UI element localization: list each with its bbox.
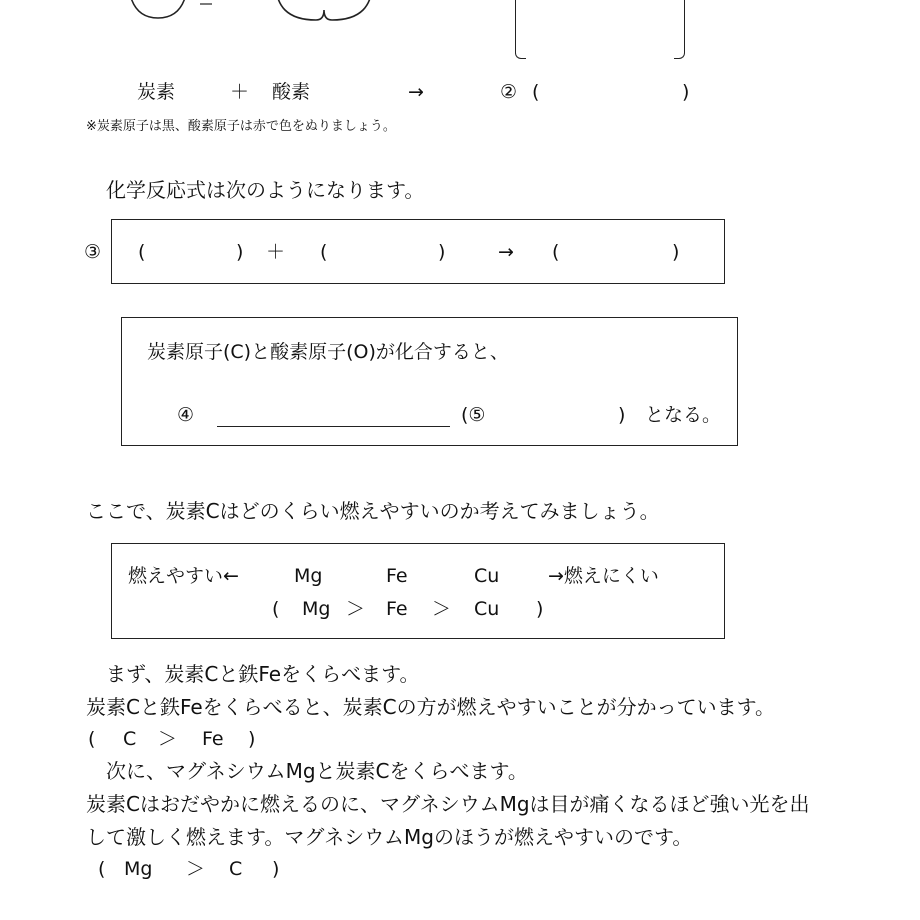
order-gt-1: ＞ [346, 598, 366, 620]
cmp1-open: ( [88, 728, 96, 750]
q4-answer-line [217, 426, 450, 427]
cmp1-a: C [123, 728, 137, 750]
burn-question: ここで、炭素Cはどのくらい燃えやすいのか考えてみましょう。 [86, 499, 660, 523]
coloring-note: ※炭素原子は黒、酸素原子は赤で色をぬりましょう。 [86, 119, 396, 134]
arrow-small-icon [198, 0, 218, 10]
q3-number: ③ [84, 241, 102, 263]
arrow: → [408, 81, 424, 103]
combination-line: 炭素原子(C)と酸素原子(O)が化合すると、 [147, 341, 509, 363]
para-line-1: まず、炭素Cと鉄Feをくらべます。 [106, 662, 420, 686]
q2-open-paren: ( [532, 81, 540, 103]
combination-suffix: となる。 [645, 404, 722, 426]
fe-label: Fe [386, 565, 408, 587]
eq-paren-2-open: ( [320, 241, 328, 263]
eq-arrow: → [498, 241, 514, 263]
reactivity-box [111, 543, 725, 639]
burns-hardly-label: →燃えにくい [548, 565, 659, 587]
eq-paren-1-close: ) [236, 241, 244, 263]
q5-close: ) [618, 404, 626, 426]
cmp2-gt: ＞ [186, 858, 206, 880]
mg-label: Mg [294, 565, 323, 587]
order-close-paren: ) [536, 598, 544, 620]
cmp2-a: Mg [124, 858, 153, 880]
para-line-5: して激しく燃えます。マグネシウムMgのほうが燃えやすいのです。 [86, 825, 693, 849]
cmp2-close: ) [272, 858, 280, 880]
eq-paren-2-close: ) [438, 241, 446, 263]
oxygen-label: 酸素 [272, 81, 311, 103]
burns-easily-label: 燃えやすい← [128, 565, 239, 587]
order-open-paren: ( [272, 598, 280, 620]
q2-number: ② [500, 81, 518, 103]
product-answer-bracket [515, 0, 685, 60]
para-line-2: 炭素Cと鉄Feをくらべると、炭素Cの方が燃えやすいことが分かっています。 [86, 695, 776, 719]
order-cu: Cu [474, 598, 500, 620]
cmp2-open: ( [98, 858, 106, 880]
cmp2-b: C [229, 858, 243, 880]
cmp1-gt: ＞ [158, 728, 178, 750]
carbon-label: 炭素 [137, 81, 176, 103]
plus-sign: ＋ [230, 81, 250, 103]
carbon-atom-model [120, 0, 200, 20]
q2-close-paren: ) [682, 81, 690, 103]
order-mg: Mg [302, 598, 331, 620]
para-line-4: 炭素Cはおだやかに燃えるのに、マグネシウムMgは目が痛くなるほど強い光を出 [86, 792, 810, 816]
cmp1-close: ) [248, 728, 256, 750]
order-fe: Fe [386, 598, 408, 620]
eq-paren-1-open: ( [138, 241, 146, 263]
eq-paren-3-open: ( [552, 241, 560, 263]
cu-label: Cu [474, 565, 500, 587]
order-gt-2: ＞ [432, 598, 452, 620]
eq-paren-3-close: ) [672, 241, 680, 263]
para-line-3: 次に、マグネシウムMgと炭素Cをくらべます。 [106, 759, 528, 783]
eq-plus: ＋ [266, 241, 286, 263]
cmp1-b: Fe [202, 728, 224, 750]
q5-open: (⑤ [461, 404, 486, 426]
equation-intro: 化学反応式は次のようになります。 [106, 178, 425, 202]
q4-number: ④ [177, 404, 195, 426]
equation-answer-box [111, 219, 725, 284]
oxygen-molecule-model [270, 0, 380, 20]
